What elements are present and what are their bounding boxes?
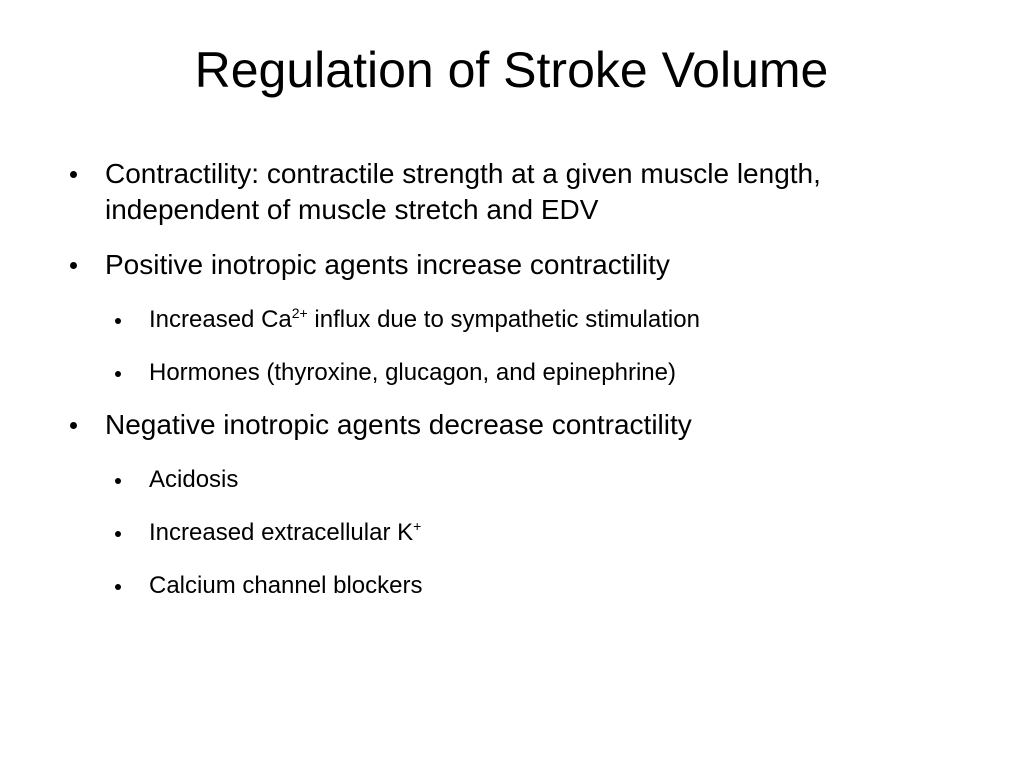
superscript-charge: 2+: [291, 305, 308, 321]
bullet-text-post: influx due to sympathetic stimulation: [307, 306, 700, 333]
slide-title: Regulation of Stroke Volume: [194, 42, 829, 98]
bullet-text-line1: Contractility: contractile strength at a given muscle length,: [105, 158, 821, 189]
bullet-dot-icon: [70, 422, 77, 429]
bullet-text: Positive inotropic agents increase contractility: [105, 249, 670, 280]
bullet-text-line2: independent of muscle stretch and EDV: [105, 194, 599, 225]
superscript-charge: +: [413, 518, 422, 534]
bullet-negative-inotropic: [70, 407, 1000, 443]
subbullet-calcium-influx: [70, 305, 1000, 335]
bullet-text: Hormones (thyroxine, glucagon, and epinephrine): [149, 359, 676, 386]
bullet-dot-icon: [115, 584, 121, 590]
subbullet-hormones: [70, 358, 1000, 388]
bullet-dot-icon: [115, 531, 121, 537]
subbullet-potassium: [70, 518, 1000, 548]
bullet-text: Acidosis: [149, 466, 239, 493]
bullet-list: [70, 156, 1000, 601]
subbullet-acidosis: [70, 465, 1000, 495]
bullet-text: Negative inotropic agents decrease contractility: [105, 409, 692, 440]
bullet-positive-inotropic: [70, 247, 1000, 283]
bullet-text-pre: Increased Ca: [149, 306, 292, 333]
bullet-text: Calcium channel blockers: [149, 572, 423, 599]
bullet-dot-icon: [70, 262, 77, 269]
bullet-dot-icon: [70, 171, 77, 178]
bullet-dot-icon: [115, 318, 121, 324]
subbullet-calcium-channel-blockers: [70, 571, 1000, 601]
bullet-dot-icon: [115, 371, 121, 377]
bullet-contractility: [70, 156, 1000, 228]
bullet-text-pre: Increased extracellular K: [149, 519, 414, 546]
bullet-dot-icon: [115, 478, 121, 484]
